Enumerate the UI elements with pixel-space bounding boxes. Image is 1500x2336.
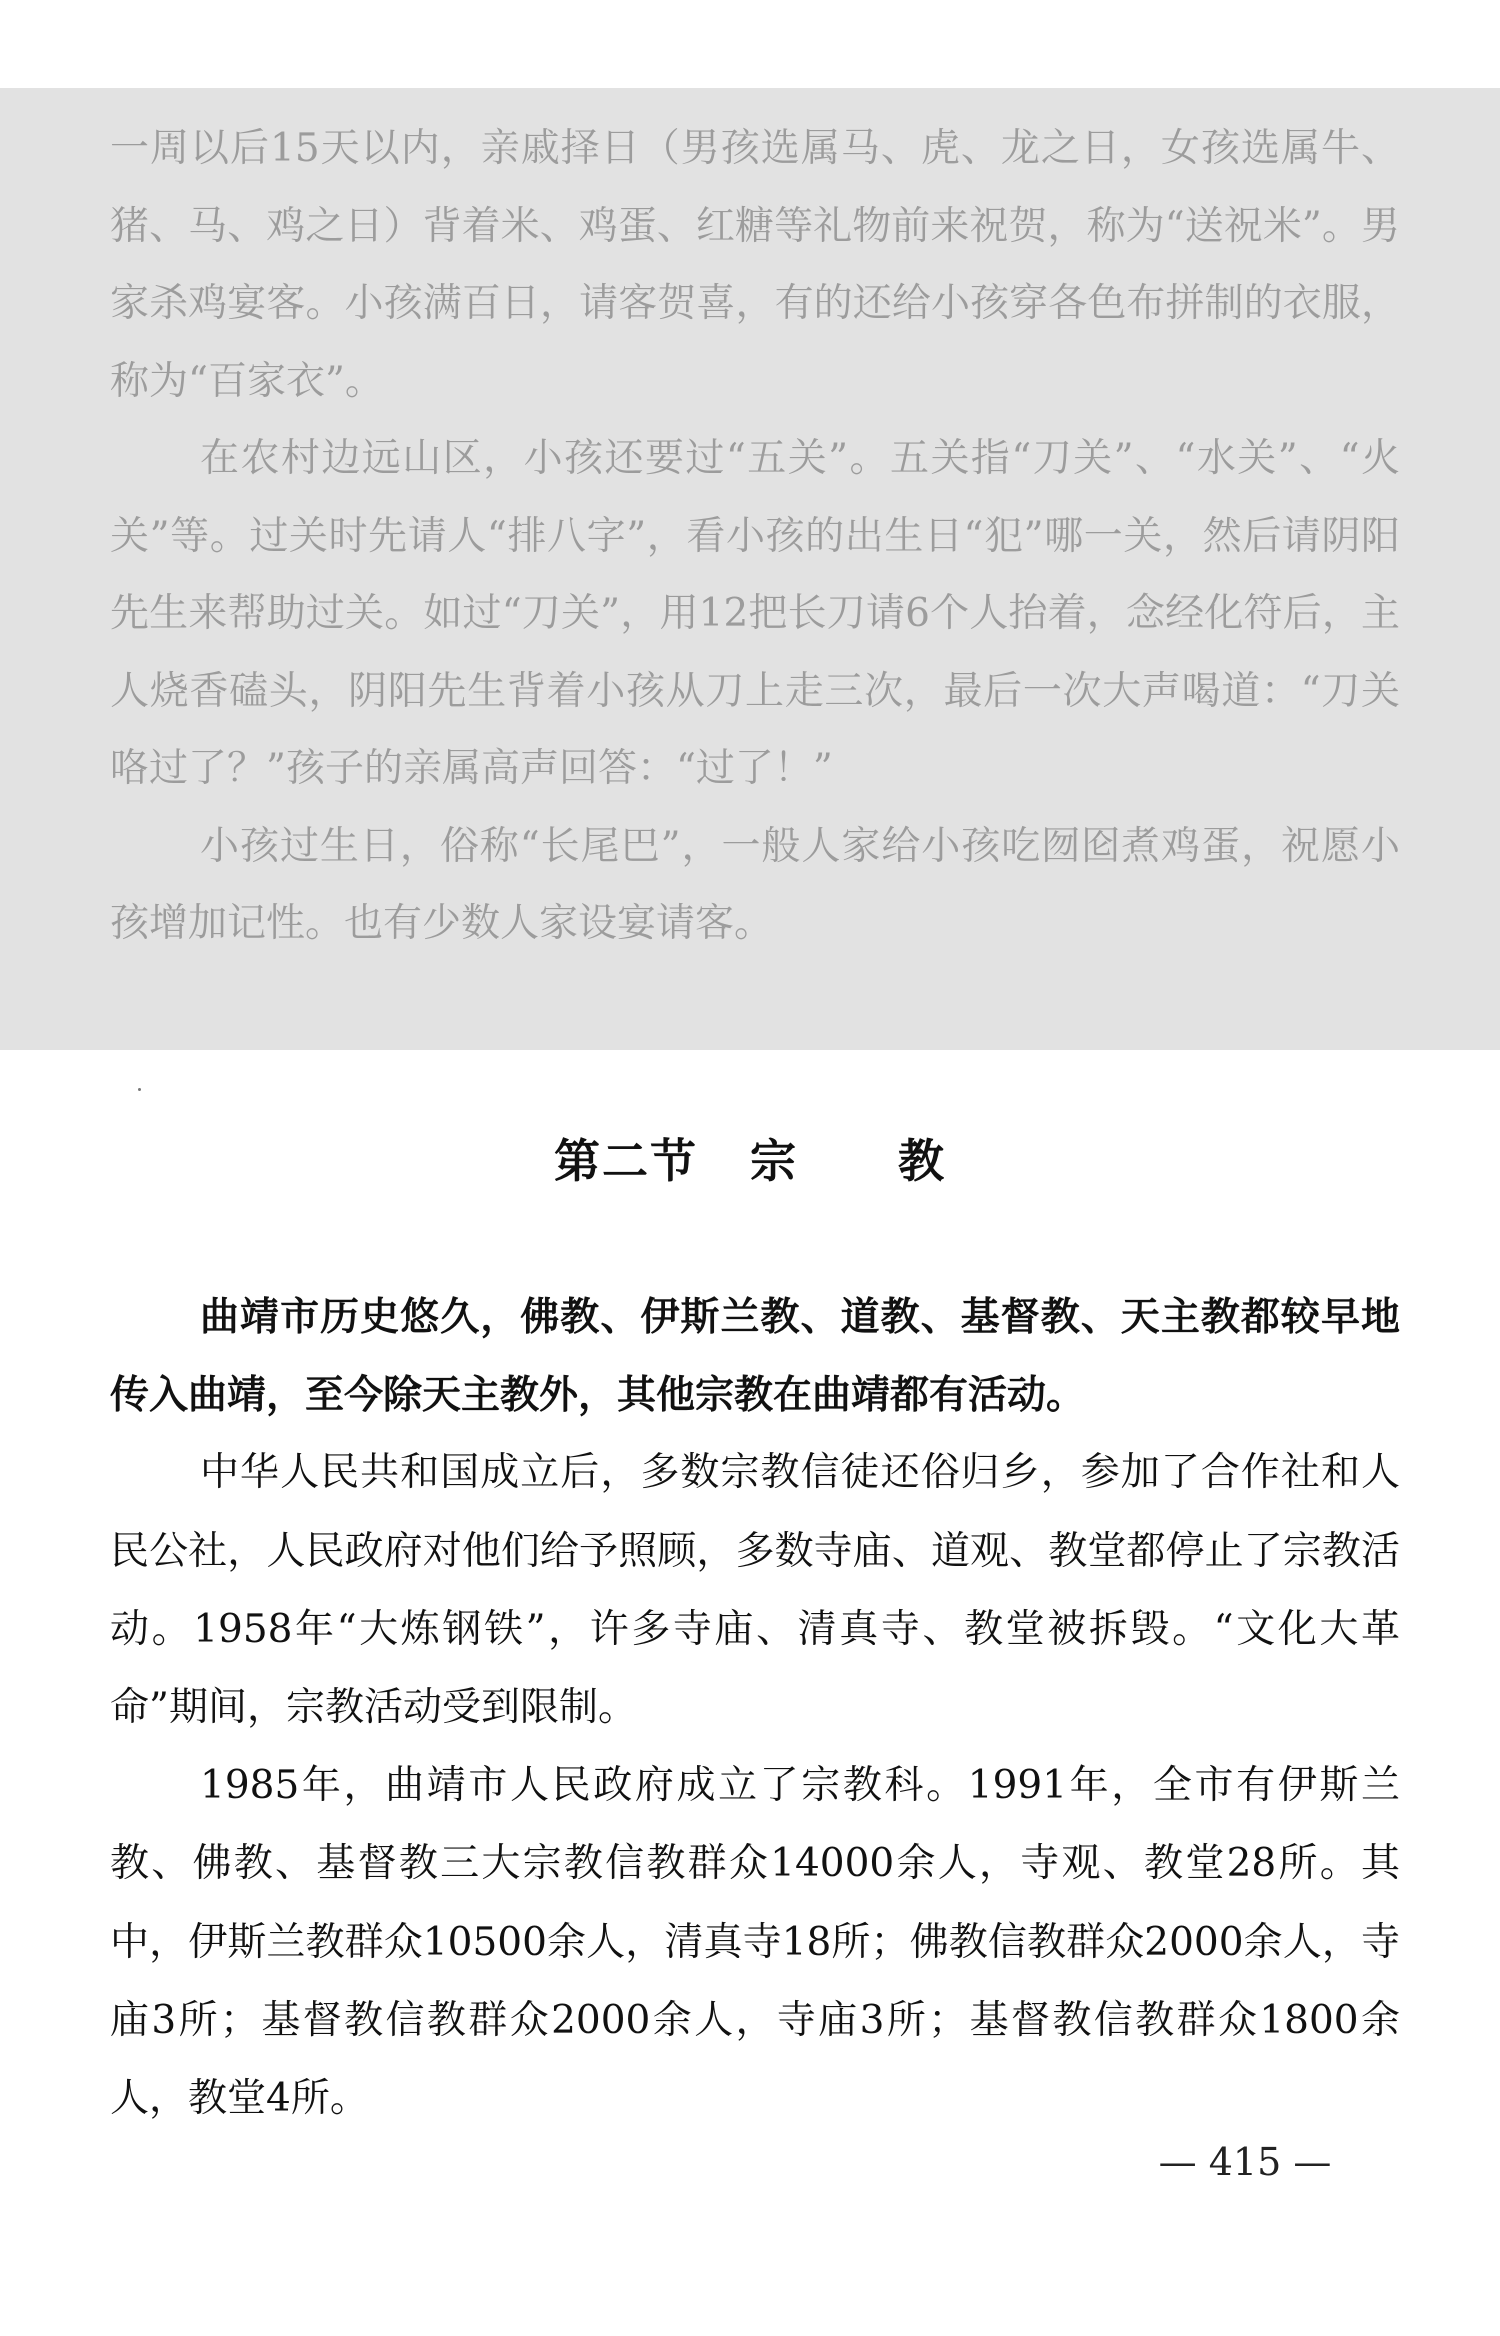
section-title-char-1: 宗 <box>750 1134 798 1188</box>
main-paragraph-2: 中华人民共和国成立后，多数宗教信徒还俗归乡，参加了合作社和人民公社，人民政府对他们给予照顾，多数寺庙、道观、教堂都停止了宗教活动。1958年“大炼钢铁”，许多寺庙、清真寺、教堂被拆毁。“文化大革命”期间，宗教活动受到限制。 <box>110 1450 1400 1731</box>
main-paragraph-3: 1985年，曲靖市人民政府成立了宗教科。1991年，全市有伊斯兰教、佛教、基督教三大宗教信教群众14000余人，寺观、教堂28所。其中，伊斯兰教群众10500余人，清真寺18所；佛教信教群众2000余人，寺庙3所；基督教信教群众2000余人，寺庙3所；基督教信教群众1800余人，教堂4所。 <box>110 1763 1400 2122</box>
section-title-char-2: 教 <box>898 1134 946 1188</box>
faded-paragraph-3: 小孩过生日，俗称“长尾巴”，一般人家给小孩吃囫囵煮鸡蛋，祝愿小孩增加记性。也有少数人家设宴请客。 <box>110 823 1400 946</box>
faded-paragraph-2: 在农村边远山区，小孩还要过“五关”。五关指“刀关”、“水关”、“火关”等。过关时先请人“排八字”，看小孩的出生日“犯”哪一关，然后请阴阳先生来帮助过关。如过“刀关”，用12把长刀请6个人抬着，念经化符后，主人烧香磕头，阴阳先生背着小孩从刀上走三次，最后一次大声喝道：“刀关咯过了？”孩子的亲属高声回答：“过了！” <box>110 436 1400 791</box>
scan-speck <box>138 1088 141 1091</box>
page-number: — 415 — <box>1158 2140 1332 2184</box>
faded-paragraph-1: 一周以后15天以内，亲戚择日（男孩选属马、虎、龙之日，女孩选属牛、猪、马、鸡之日）背着米、鸡蛋、红糖等礼物前来祝贺，称为“送祝米”。男家杀鸡宴客。小孩满百日，请客贺喜，有的还给小孩穿各色布拼制的衣服，称为“百家衣”。 <box>110 126 1400 404</box>
main-paragraph-1: 曲靖市历史悠久，佛教、伊斯兰教、道教、基督教、天主教都较早地传入曲靖，至今除天主教外，其他宗教在曲靖都有活动。 <box>110 1294 1400 1419</box>
section-number: 第二节 <box>554 1134 698 1188</box>
faded-text-body <box>110 110 1400 963</box>
section-title <box>0 1125 1500 1191</box>
main-text-body <box>110 1278 1400 2138</box>
